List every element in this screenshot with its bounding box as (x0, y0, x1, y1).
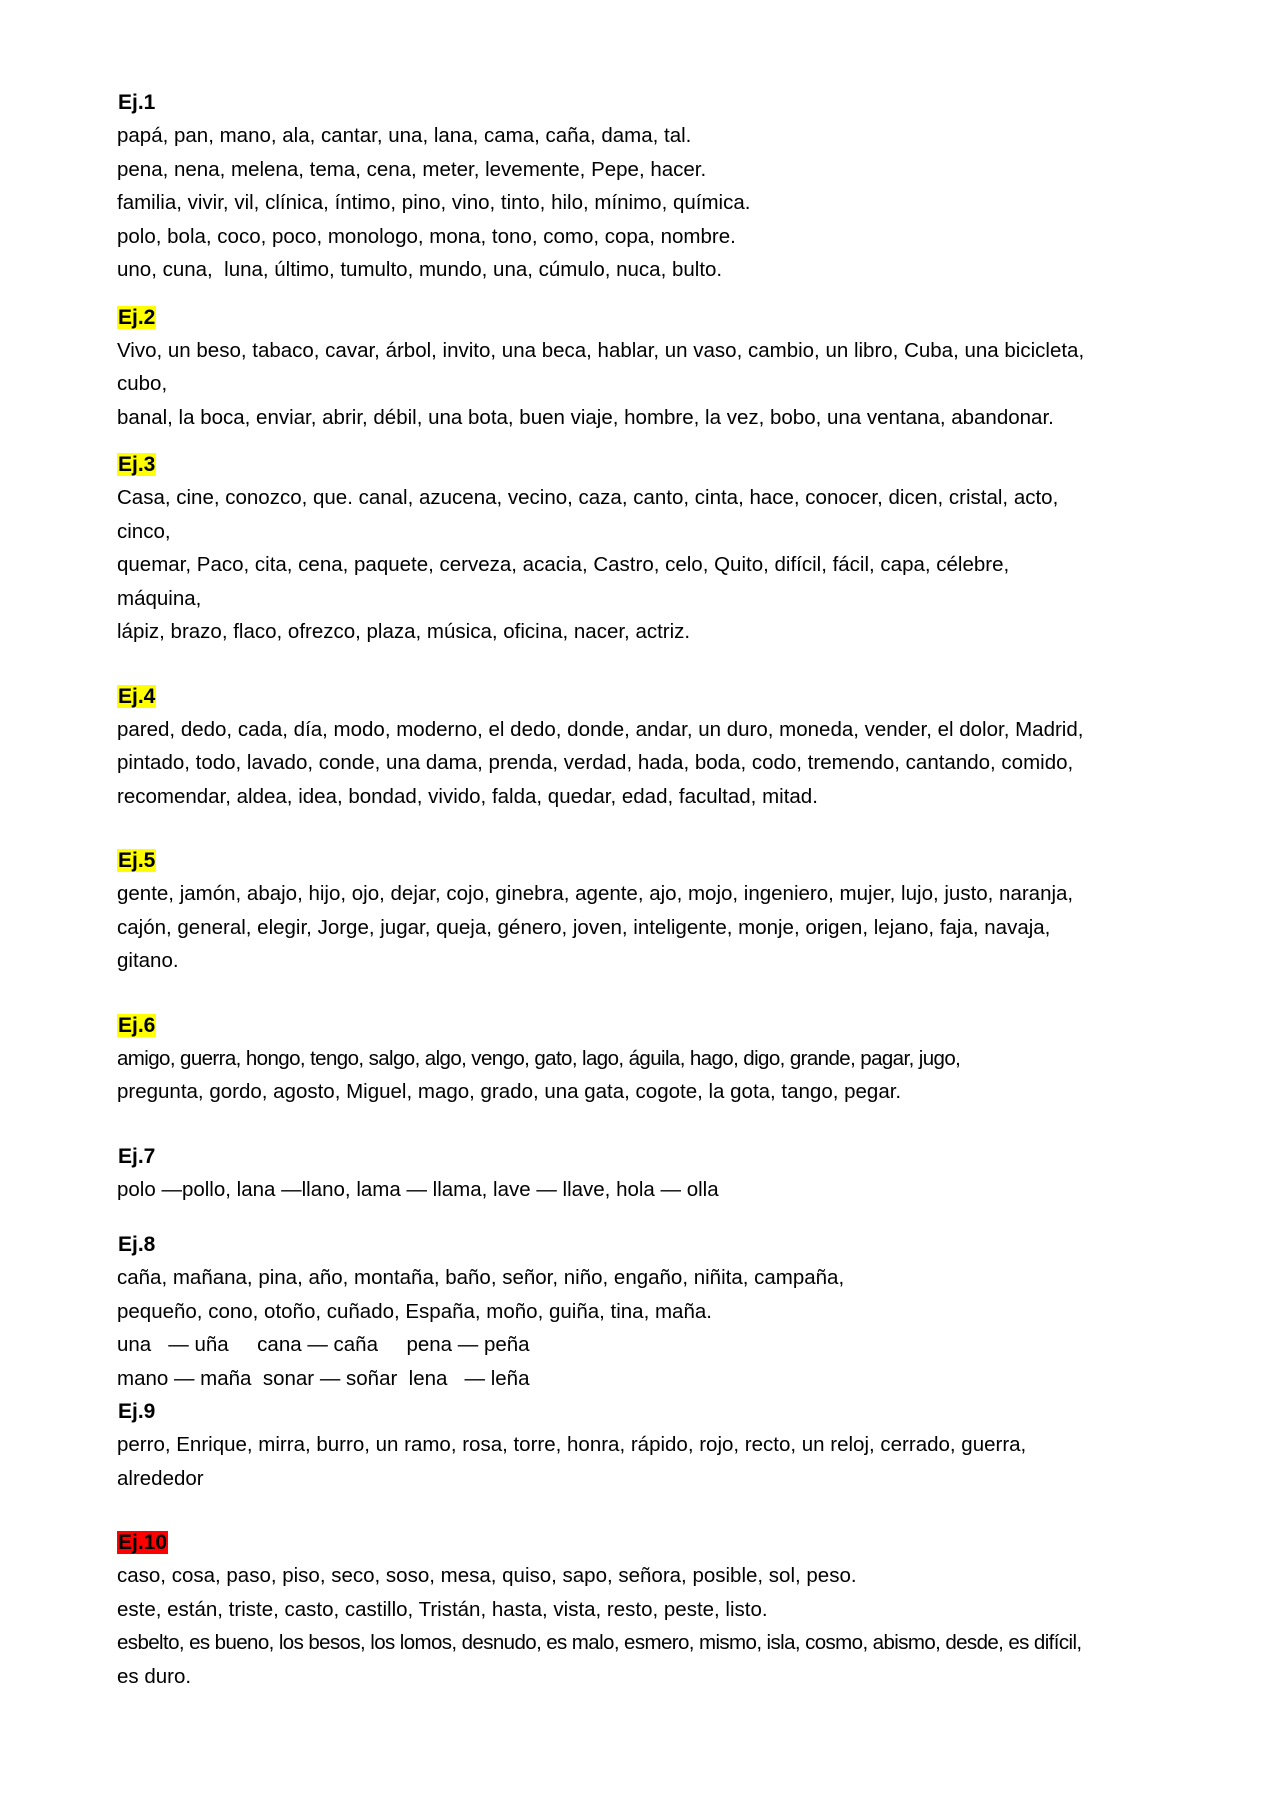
word-list-line: cinco, (117, 519, 171, 543)
exercise-2 (117, 301, 1177, 435)
word-list-line: cajón, general, elegir, Jorge, jugar, queja, género, joven, inteligente, monje, origen, lejano, faja, navaja, (117, 915, 1051, 939)
word-list-line: Vivo, un beso, tabaco, cavar, árbol, invito, una beca, hablar, un vaso, cambio, un libro, Cuba, una bicicleta, (117, 338, 1085, 362)
word-list-line: pequeño, cono, otoño, cuñado, España, moño, guiña, tina, maña. (117, 1299, 712, 1323)
word-list-line: pared, dedo, cada, día, modo, moderno, el dedo, donde, andar, un duro, moneda, vender, el dolor, Madrid, (117, 717, 1084, 741)
exercise-1 (117, 86, 1177, 287)
exercise-3 (117, 448, 1177, 649)
exercise-heading: Ej.1 (118, 91, 156, 114)
exercise-4 (117, 680, 1177, 814)
word-list-line: esbelto, es bueno, los besos, los lomos, desnudo, es malo, esmero, mismo, isla, cosmo, abismo, desde, es difícil, (117, 1631, 1082, 1654)
exercise-9 (117, 1395, 1177, 1495)
word-list-line: gente, jamón, abajo, hijo, ojo, dejar, cojo, ginebra, agente, ajo, mojo, ingeniero, mujer, lujo, justo, naranja, (117, 882, 1074, 905)
exercise-10 (117, 1526, 1177, 1693)
word-list-line: familia, vivir, vil, clínica, íntimo, pino, vino, tinto, hilo, mínimo, química. (117, 191, 751, 214)
word-pair-line: mano — maña sonar — soñar lena — leña (117, 1366, 530, 1390)
exercise-7 (117, 1140, 1177, 1207)
exercise-heading: Ej.8 (118, 1233, 156, 1256)
exercise-heading-highlighted: Ej.2 (118, 305, 156, 329)
word-list-line: lápiz, brazo, flaco, ofrezco, plaza, música, oficina, nacer, actriz. (117, 620, 691, 643)
exercise-heading: Ej.9 (118, 1400, 156, 1423)
exercise-8 (117, 1228, 1177, 1395)
document-page (117, 86, 1177, 1693)
word-list-line: alrededor (117, 1466, 204, 1490)
word-list-line: este, están, triste, casto, castillo, Tristán, hasta, vista, resto, peste, listo. (117, 1597, 768, 1621)
word-pair-line: una — uña cana — caña pena — peña (117, 1333, 530, 1356)
word-list-line: polo —pollo, lana —llano, lama — llama, lave — llave, hola — olla (117, 1177, 719, 1201)
word-list-line: pregunta, gordo, agosto, Miguel, mago, grado, una gata, cogote, la gota, tango, pegar. (117, 1080, 902, 1103)
word-list-line: caso, cosa, paso, piso, seco, soso, mesa, quiso, sapo, señora, posible, sol, peso. (117, 1564, 857, 1587)
exercise-6 (117, 1009, 1177, 1109)
word-list-line: es duro. (117, 1664, 192, 1688)
exercise-heading-highlighted: Ej.4 (118, 684, 156, 708)
word-list-line: polo, bola, coco, poco, monologo, mona, tono, como, copa, nombre. (117, 224, 736, 248)
exercise-heading-highlighted: Ej.10 (118, 1531, 168, 1554)
word-list-line: pintado, todo, lavado, conde, una dama, prenda, verdad, hada, boda, codo, tremendo, cantando, comido, (117, 751, 1074, 774)
word-list-line: quemar, Paco, cita, cena, paquete, cerveza, acacia, Castro, celo, Quito, difícil, fácil, capa, célebre, (117, 553, 1010, 576)
word-list-line: recomendar, aldea, idea, bondad, vivido, falda, quedar, edad, facultad, mitad. (117, 784, 818, 808)
word-list-line: amigo, guerra, hongo, tengo, salgo, algo, vengo, gato, lago, águila, hago, digo, grande, pagar, jugo, (117, 1046, 961, 1070)
word-list-line: cubo, (117, 372, 168, 395)
word-list-line: papá, pan, mano, ala, cantar, una, lana, cama, caña, dama, tal. (117, 124, 692, 147)
word-list-line: gitano. (117, 949, 179, 972)
exercise-heading-highlighted: Ej.6 (118, 1013, 156, 1037)
exercise-5 (117, 844, 1177, 978)
word-list-line: pena, nena, melena, tema, cena, meter, levemente, Pepe, hacer. (117, 157, 707, 181)
word-list-line: banal, la boca, enviar, abrir, débil, una bota, buen viaje, hombre, la vez, bobo, una ventana, abandonar. (117, 405, 1054, 429)
word-list-line: Casa, cine, conozco, que. canal, azucena, vecino, caza, canto, cinta, hace, conocer, dicen, cristal, acto, (117, 486, 1059, 509)
exercise-heading: Ej.7 (118, 1144, 156, 1168)
word-list-line: uno, cuna, luna, último, tumulto, mundo, una, cúmulo, nuca, bulto. (117, 258, 723, 281)
word-list-line: caña, mañana, pina, año, montaña, baño, señor, niño, engaño, niñita, campaña, (117, 1266, 845, 1289)
exercise-heading-highlighted: Ej.3 (118, 453, 156, 476)
word-list-line: máquina, (117, 586, 202, 610)
word-list-line: perro, Enrique, mirra, burro, un ramo, rosa, torre, honra, rápido, rojo, recto, un reloj, cerrado, guerra, (117, 1433, 1027, 1456)
exercise-heading-highlighted: Ej.5 (118, 849, 156, 872)
